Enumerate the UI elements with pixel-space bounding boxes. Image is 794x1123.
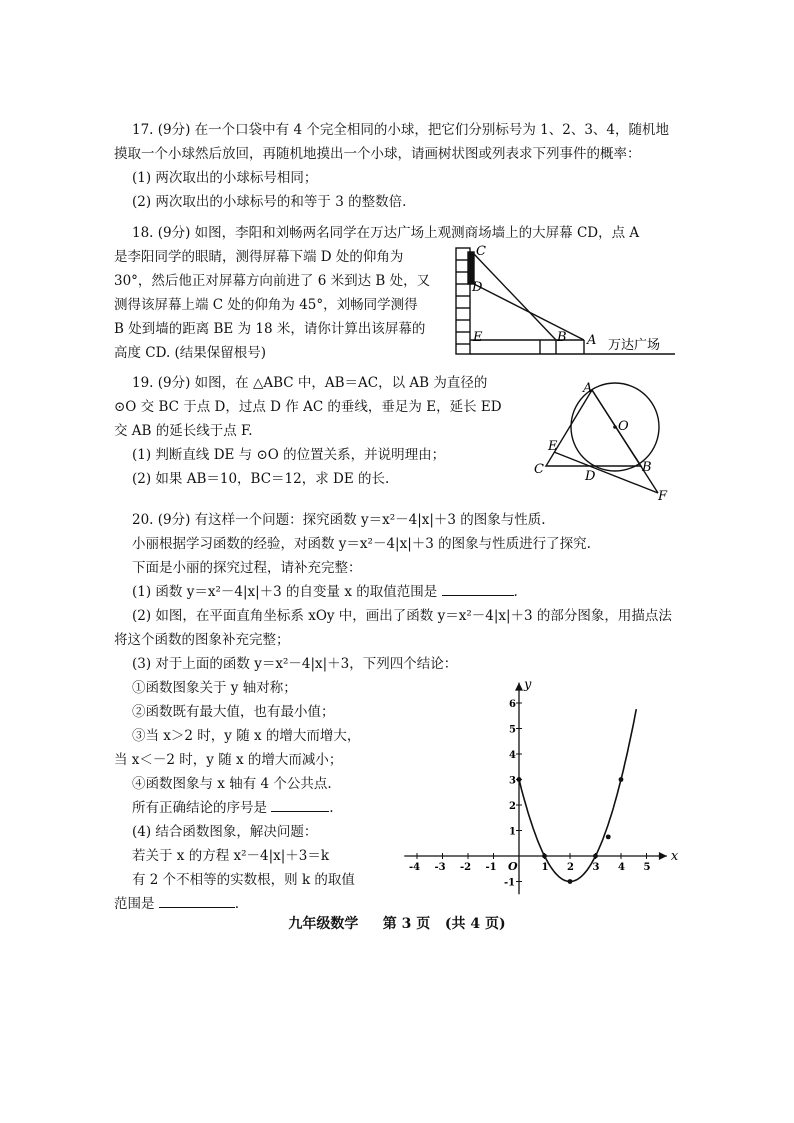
- plotted-point: [593, 854, 598, 859]
- q20-line-13-text: 所有正确结论的序号是: [132, 800, 267, 816]
- label-a: A: [587, 333, 597, 348]
- x-tick-label: -3: [434, 862, 446, 873]
- q19-line-5: (2) 如果 AB＝10，BC＝12，求 DE 的长.: [132, 471, 390, 487]
- y-axis-arrow: [515, 683, 523, 691]
- answer-blank-2[interactable]: [271, 799, 329, 812]
- y-axis-label: y: [524, 677, 532, 693]
- label-e: E: [473, 330, 483, 345]
- q19-line-3: 交 AB 的延长线于点 F.: [114, 423, 253, 439]
- label-o: O: [618, 419, 629, 434]
- line-af: [592, 390, 658, 493]
- q18-line-6: 高度 CD. (结果保留根号): [114, 345, 267, 361]
- x-tick-label: 5: [643, 862, 651, 873]
- q19-line-2: ⊙O 交 BC 于点 D，过点 D 作 AC 的垂线，垂足为 E，延长 ED: [114, 399, 502, 415]
- x-tick-label: 2: [567, 862, 574, 873]
- label-b: B: [557, 330, 567, 345]
- q18-figure: [450, 242, 680, 358]
- x-tick-label: -2: [460, 862, 472, 873]
- y-tick-label: 3: [509, 775, 516, 787]
- y-tick-label: 6: [509, 699, 516, 710]
- sightline-b-c: [474, 254, 556, 340]
- label-c: C: [534, 462, 544, 477]
- q20-line-8: ①函数图象关于 y 轴对称；: [132, 680, 297, 696]
- q20-line-5: (2) 如图，在平面直角坐标系 xOy 中，画出了函数 y＝x²－4|x|＋3 的部分图象，用描点法: [132, 608, 672, 624]
- q18-line-2: 是李阳同学的眼睛，测得屏幕下端 D 处的仰角为: [114, 249, 404, 265]
- x-axis-label: x: [670, 849, 679, 864]
- label-a: A: [583, 381, 593, 396]
- x-tick-label: -1: [485, 862, 497, 873]
- q19-line-4: (1) 判断直线 DE 与 ⊙O 的位置关系，并说明理由；: [132, 447, 446, 463]
- sightline-a-d: [474, 284, 584, 340]
- function-graph: [395, 676, 685, 906]
- label-c: C: [476, 244, 486, 259]
- q17-line-4: (2) 两次取出的小球标号的和等于 3 的整数倍.: [132, 194, 407, 210]
- y-tick-label: 5: [509, 724, 516, 736]
- q18-line-4: 测得该屏幕上端 C 处的仰角为 45°，刘畅同学测得: [114, 297, 418, 313]
- footer-total: (共 4 页): [444, 916, 506, 932]
- x-tick-label: 3: [592, 862, 600, 873]
- origin-label: O: [508, 860, 518, 873]
- answer-blank-3[interactable]: [159, 895, 235, 908]
- q20-line-4: (1) 函数 y＝x²－4|x|＋3 的自变量 x 的取值范围是 .: [132, 584, 518, 600]
- footer-page: 第 3 页: [382, 916, 431, 932]
- q18-line-5: B 处到墙的距离 BE 为 18 米，请你计算出该屏幕的: [114, 321, 426, 337]
- x-tick-label: 1: [541, 862, 549, 873]
- plotted-point: [542, 854, 547, 859]
- y-tick-label: 1: [509, 826, 516, 838]
- q20-line-12: ④函数图象与 x 轴有 4 个公共点.: [132, 776, 332, 792]
- q20-line-10: ③当 x＞2 时，y 随 x 的增大而增大，: [132, 728, 361, 744]
- q19-line-1: 19. (9分) 如图，在 △ABC 中，AB＝AC，以 AB 为直径的: [132, 375, 488, 391]
- x-axis-arrow: [659, 852, 667, 860]
- y-tick-label: 4: [509, 750, 516, 761]
- plotted-point: [517, 777, 522, 782]
- q20-line-13: 所有正确结论的序号是 .: [132, 800, 334, 816]
- q20-line-17-text: 范围是: [114, 896, 155, 912]
- label-e: E: [548, 439, 558, 454]
- plotted-point: [606, 834, 611, 839]
- q17-line-1: 17. (9分) 在一个口袋中有 4 个完全相同的小球，把它们分别标号为 1、2、3、4，随机地: [132, 122, 669, 138]
- label-plaza: 万达广场: [608, 338, 661, 353]
- label-d: D: [472, 280, 483, 295]
- q20-line-14: (4) 结合函数图象，解决问题：: [132, 824, 318, 840]
- q20-line-6: 将这个函数的图象补充完整；: [114, 632, 290, 648]
- q20-line-3: 下面是小丽的探究过程，请补充完整：: [132, 560, 362, 576]
- plotted-point: [619, 777, 624, 782]
- label-b: B: [642, 460, 652, 475]
- q20-line-2: 小丽根据学习函数的经验，对函数 y＝x²－4|x|＋3 的图象与性质进行了探究.: [132, 536, 591, 552]
- q19-figure: [530, 380, 680, 504]
- q20-line-1: 20. (9分) 有这样一个问题：探究函数 y＝x²－4|x|＋3 的图象与性质.: [132, 512, 546, 528]
- plotted-point: [568, 879, 573, 884]
- q17-line-3: (1) 两次取出的小球标号相同；: [132, 170, 318, 186]
- page-footer: [0, 913, 794, 933]
- label-f: F: [658, 489, 668, 504]
- x-tick-label: 4: [618, 862, 625, 873]
- q17-line-2: 摸取一个小球然后放回，再随机地摸出一个小球，请画树状图或列表求下列事件的概率：: [114, 146, 641, 162]
- label-d: D: [585, 469, 596, 484]
- q18-line-1: 18. (9分) 如图，李阳和刘畅两名同学在万达广场上观测商场墙上的大屏幕 CD，点 A: [132, 225, 640, 241]
- q20-line-16: 有 2 个不相等的实数根，则 k 的取值: [132, 872, 355, 888]
- y-tick-label: -1: [504, 877, 516, 889]
- q20-line-17: 范围是 .: [114, 896, 240, 912]
- q20-line-15: 若关于 x 的方程 x²－4|x|＋3＝k: [132, 848, 330, 864]
- q18-line-3: 30°，然后他正对屏幕方向前进了 6 米到达 B 处，又: [114, 273, 431, 289]
- x-tick-label: -4: [409, 862, 421, 873]
- footer-subject: 九年级数学: [288, 916, 359, 932]
- q20-line-7: (3) 对于上面的函数 y＝x²－4|x|＋3，下列四个结论：: [132, 656, 458, 672]
- answer-blank-1[interactable]: [442, 583, 514, 596]
- q20-line-9: ②函数既有最大值，也有最小值；: [132, 704, 335, 720]
- y-tick-label: 2: [509, 801, 516, 812]
- q20-line-11: 当 x＜－2 时，y 随 x 的增大而减小；: [114, 752, 343, 768]
- q20-line-4-text: (1) 函数 y＝x²－4|x|＋3 的自变量 x 的取值范围是: [132, 584, 438, 600]
